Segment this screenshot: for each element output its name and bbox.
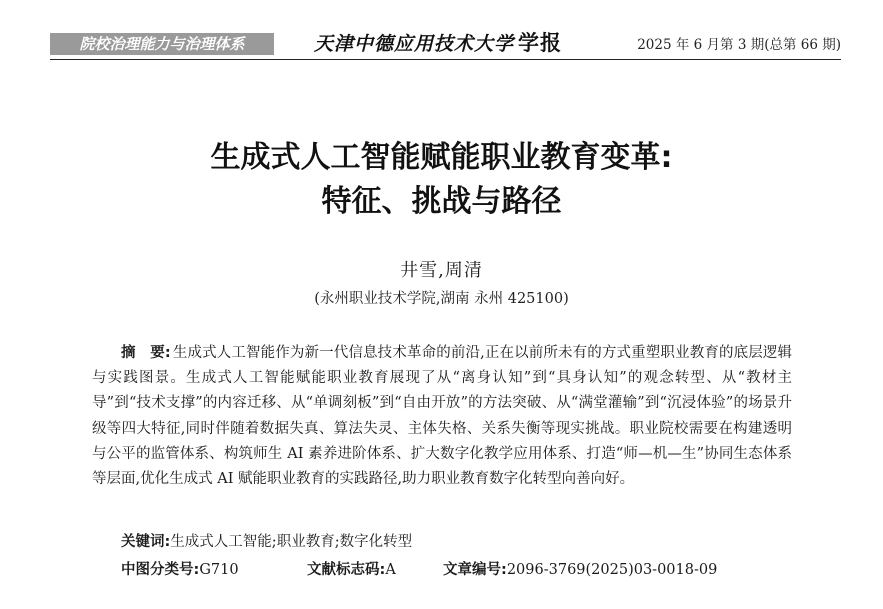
keywords-text: 生成式人工智能;职业教育;数字化转型 — [170, 534, 413, 550]
abstract-text: 生成式人工智能作为新一代信息技术革命的前沿,正在以前所未有的方式重塑职业教育的底层逻辑与实践图景。生成式人工智能赋能职业教育展现了从“离身认知”到“具身认知”的观念转型、从“教材主导”到“技术支撑”的内容迁移、从“单调刻板”到“自由开放”的方法突破、从“满堂灌输”到“沉浸体验”的场景升级等四大特征,同时伴随着数据失真、算法失灵、主体失格、关系失衡等现实挑战。职业院校需要在构建透明与公平的监管体系、构筑师生 AI 素养进阶体系、扩大数字化教学应用体系、打造“师—机—生”协同生态体系等层面,优化生成式 AI 赋能职业教育的实践路径,助力职业教育数字化转型向善向好。 — [92, 345, 792, 488]
authors: 井雪,周清 — [400, 260, 483, 281]
article-number-label: 文章编号: — [443, 562, 507, 578]
document-code — [307, 559, 443, 581]
abstract — [92, 341, 792, 492]
document-code-label: 文献标志码: — [307, 562, 386, 578]
keywords-label: 关键词: — [121, 534, 171, 550]
clc-number — [121, 559, 307, 581]
header-divider — [50, 59, 841, 60]
journal-name — [314, 30, 562, 56]
abstract-label: 摘 要: — [121, 345, 171, 361]
article-number-value: 2096-3769(2025)03-0018-09 — [506, 562, 718, 578]
page-header — [0, 0, 883, 62]
clc-label: 中图分类号: — [121, 562, 200, 578]
clc-value: G710 — [199, 562, 239, 578]
keywords — [121, 531, 412, 553]
article-title-line2: 特征、挑战与路径 — [321, 184, 562, 219]
document-code-value: A — [385, 562, 396, 578]
article-title — [40, 136, 843, 224]
journal-name-text: 天津中德应用技术大学 — [314, 33, 515, 55]
journal-name-suffix: 学报 — [518, 31, 563, 55]
article-number — [443, 559, 717, 581]
issue-info: 2025 年 6 月第 3 期(总第 66 期) — [637, 37, 841, 53]
affiliation: (永州职业技术学院,湖南 永州 425100) — [314, 291, 569, 307]
article-title-line1: 生成式人工智能赋能职业教育变革: — [210, 140, 673, 175]
classification-line — [121, 559, 801, 581]
column-banner: 院校治理能力与治理体系 — [50, 33, 274, 55]
